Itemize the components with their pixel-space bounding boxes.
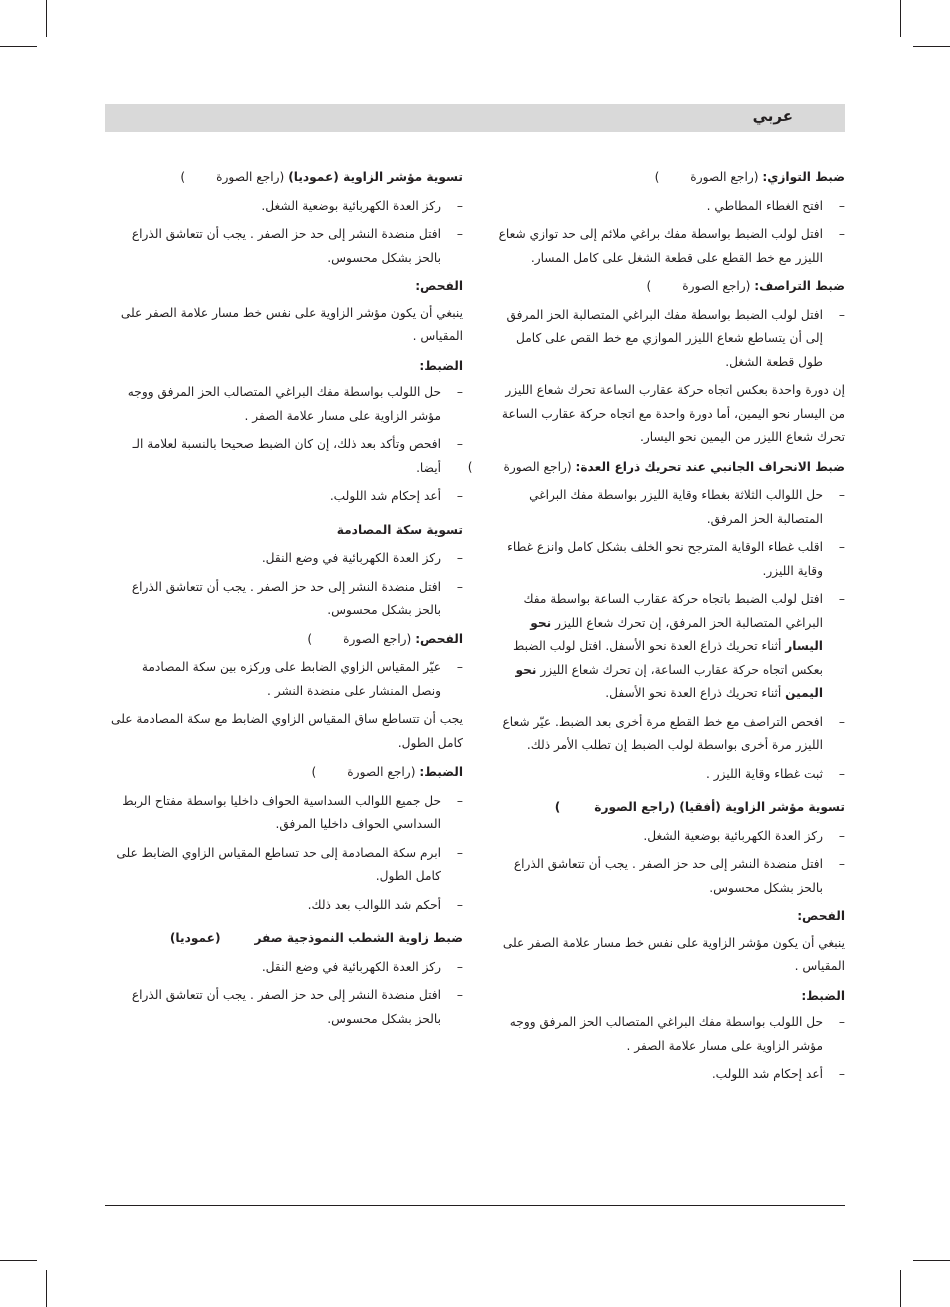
paragraph: يجب أن تتساطع ساق المقياس الزاوي الضابط مع سكة المصادمة على كامل الطول.	[111, 712, 463, 750]
list-item: – حل اللوالب الثلاثة بغطاء وقاية الليزر بواسطة مفك البراغي المتصالبة الحز المرفق.	[493, 484, 845, 531]
crop-mark	[900, 1270, 901, 1307]
list-item: – ركز العدة الكهربائية في وضع النقل.	[111, 956, 463, 980]
crop-mark	[46, 1270, 47, 1307]
figure-reference: (راجع الصورة )	[307, 631, 416, 646]
crop-mark	[46, 0, 47, 37]
paragraph: ينبغي أن يكون مؤشر الزاوية على نفس خط مسار علامة الصفر على المقياس .	[120, 305, 463, 343]
bullet-list	[111, 195, 463, 271]
subheading: الضبط:	[419, 358, 463, 373]
bullet-list	[493, 304, 845, 375]
heading-bold-text: الضبط:	[419, 765, 463, 779]
bullet-list	[493, 484, 845, 786]
emphasis-text: نحو اليسار	[530, 615, 823, 653]
list-item: – ثبت غطاء وقاية الليزر .	[493, 763, 845, 787]
figure-reference: (راجع الصورة )	[180, 170, 289, 184]
list-item: – ركز العدة الكهربائية بوضعية الشغل.	[493, 825, 845, 849]
section-heading	[493, 166, 845, 190]
list-item: – ركز العدة الكهربائية بوضعية الشغل.	[111, 195, 463, 219]
paragraph: ينبغي أن يكون مؤشر الزاوية على نفس خط مسار علامة الصفر على المقياس .	[502, 935, 845, 973]
list-item: – افحص وتأكد بعد ذلك، إن كان الضبط صحيحا بالنسبة لعلامة الـ أيضا.	[111, 433, 463, 480]
section-heading	[493, 796, 845, 820]
bullet-list	[111, 956, 463, 1032]
crop-mark	[0, 1260, 37, 1261]
item-text: أثناء تحريك ذراع العدة نحو الأسفل.	[605, 686, 786, 700]
bullet-list	[493, 1011, 845, 1087]
list-item: – افتل منضدة النشر إلى حد حز الصفر . يجب أن تتعاشق الذراع بالحز بشكل محسوس.	[111, 576, 463, 623]
heading-bold-text: ضبط زاوية الشطب النموذجية صفر (عموديا)	[169, 931, 463, 945]
crop-mark	[900, 0, 901, 37]
list-item: – اقلب غطاء الوقاية المترجح نحو الخلف بشكل كامل وانزع غطاء وقاية الليزر.	[493, 536, 845, 583]
list-item: – عيّر المقياس الزاوي الضابط على وركزه بين سكة المصادمة ونصل المنشار على منضدة النشر .	[111, 656, 463, 703]
section-heading	[111, 166, 463, 190]
figure-reference: (راجع الصورة )	[646, 279, 755, 293]
bullet-list	[111, 381, 463, 509]
bullet-list	[493, 195, 845, 271]
crop-mark	[0, 46, 37, 47]
list-item: – حل اللولب بواسطة مفك البراغي المتصالب الحز المرفق ووجه مؤشر الزاوية على مسار علامة الصفر .	[111, 381, 463, 428]
right-text-column	[467, 162, 845, 1092]
section-heading	[493, 275, 845, 299]
list-item: – أعد إحكام شد اللولب.	[111, 485, 463, 509]
heading-bold-text: ضبط التوازي:	[762, 170, 845, 184]
bullet-list	[493, 825, 845, 901]
section-heading	[111, 761, 463, 785]
bullet-list	[111, 547, 463, 623]
heading-bold-text: تسوية مؤشر الزاوية (أفقيا) (راجع الصورة )	[554, 800, 845, 814]
heading-bold-text: تسوية مؤشر الزاوية (عموديا)	[288, 170, 463, 184]
section-heading	[111, 519, 463, 543]
list-item: – أحكم شد اللوالب بعد ذلك.	[111, 894, 463, 918]
heading-bold-text: ضبط التراصف:	[754, 279, 845, 293]
language-header-bar	[105, 104, 845, 132]
list-item: – افتل منضدة النشر إلى حد حز الصفر . يجب أن تتعاشق الذراع بالحز بشكل محسوس.	[111, 223, 463, 270]
item-text: افتل لولب الضبط باتجاه حركة عقارب الساعة بواسطة مفك البراغي المتصالبة الحز المرفق، إن تحرك شعاع الليزر	[523, 592, 823, 630]
list-item: – افتل منضدة النشر إلى حد حز الصفر . يجب أن تتعاشق الذراع بالحز بشكل محسوس.	[111, 984, 463, 1031]
list-item: – افتح الغطاء المطاطي .	[493, 195, 845, 219]
item-text: أثناء تحريك ذراع العدة نحو الأسفل. افتل لولب الضبط بعكس اتجاه حركة عقارب الساعة، إن تحرك شعاع الليزر	[513, 639, 823, 677]
bullet-list	[111, 790, 463, 918]
list-item: – افتل لولب الضبط بواسطة مفك البراغي المتصالبة الحز المرفق إلى أن يتساطع شعاع الليزر الموازي مع خط القص على كامل طول قطعة الشغل.	[493, 304, 845, 375]
list-item: – حل جميع اللوالب السداسية الحواف داخليا بواسطة مفتاح الربط السداسي الحواف داخليا المرفق.	[111, 790, 463, 837]
language-title: عربي	[752, 107, 793, 125]
bullet-list	[111, 656, 463, 703]
list-item: – ركز العدة الكهربائية في وضع النقل.	[111, 547, 463, 571]
left-text-column	[111, 162, 463, 1036]
figure-reference: (راجع الصورة )	[311, 765, 420, 779]
section-heading	[467, 456, 845, 480]
list-item: – أعد إحكام شد اللولب.	[493, 1063, 845, 1087]
emphasis-text: نحو اليمين	[515, 662, 823, 700]
figure-reference: (راجع الصورة )	[467, 459, 576, 474]
subheading: الفحص:	[797, 909, 845, 923]
section-heading	[111, 927, 463, 951]
heading-bold-text: ضبط الانحراف الجانبي عند تحريك ذراع العدة:	[575, 459, 845, 474]
subheading: الضبط:	[801, 988, 845, 1003]
paragraph: إن دورة واحدة بعكس اتجاه حركة عقارب الساعة تحرك شعاع الليزر من اليسار نحو اليمين، أما دورة واحدة مع اتجاه حركة عقارب الساعة تحرك شعاع الليزر من اليمين نحو اليسار.	[501, 383, 845, 444]
heading-bold-text: تسوية سكة المصادمة	[336, 522, 463, 537]
heading-bold-text: الفحص:	[415, 631, 463, 646]
list-item: – افحص التراصف مع خط القطع مرة أخرى بعد الضبط. عيّر شعاع الليزر مرة أخرى بواسطة لولب الضبط إن تطلب الأمر ذلك.	[493, 711, 845, 758]
list-item: – افتل لولب الضبط بواسطة مفك براغي ملائم إلى حد توازي شعاع الليزر مع خط القطع على قطعة الشغل على كامل المسار.	[493, 223, 845, 270]
list-item: – حل اللولب بواسطة مفك البراغي المتصالب الحز المرفق ووجه مؤشر الزاوية على مسار علامة الصفر .	[493, 1011, 845, 1058]
list-item: – افتل منضدة النشر إلى حد حز الصفر . يجب أن تتعاشق الذراع بالحز بشكل محسوس.	[493, 853, 845, 900]
list-item	[493, 588, 845, 706]
figure-reference: (راجع الصورة )	[654, 170, 763, 184]
crop-mark	[913, 1260, 950, 1261]
list-item: – ابرم سكة المصادمة إلى حد تساطع المقياس الزاوي الضابط على كامل الطول.	[111, 842, 463, 889]
section-heading	[111, 628, 463, 652]
footer-rule	[105, 1205, 845, 1206]
crop-mark	[913, 46, 950, 47]
subheading: الفحص:	[415, 279, 463, 293]
